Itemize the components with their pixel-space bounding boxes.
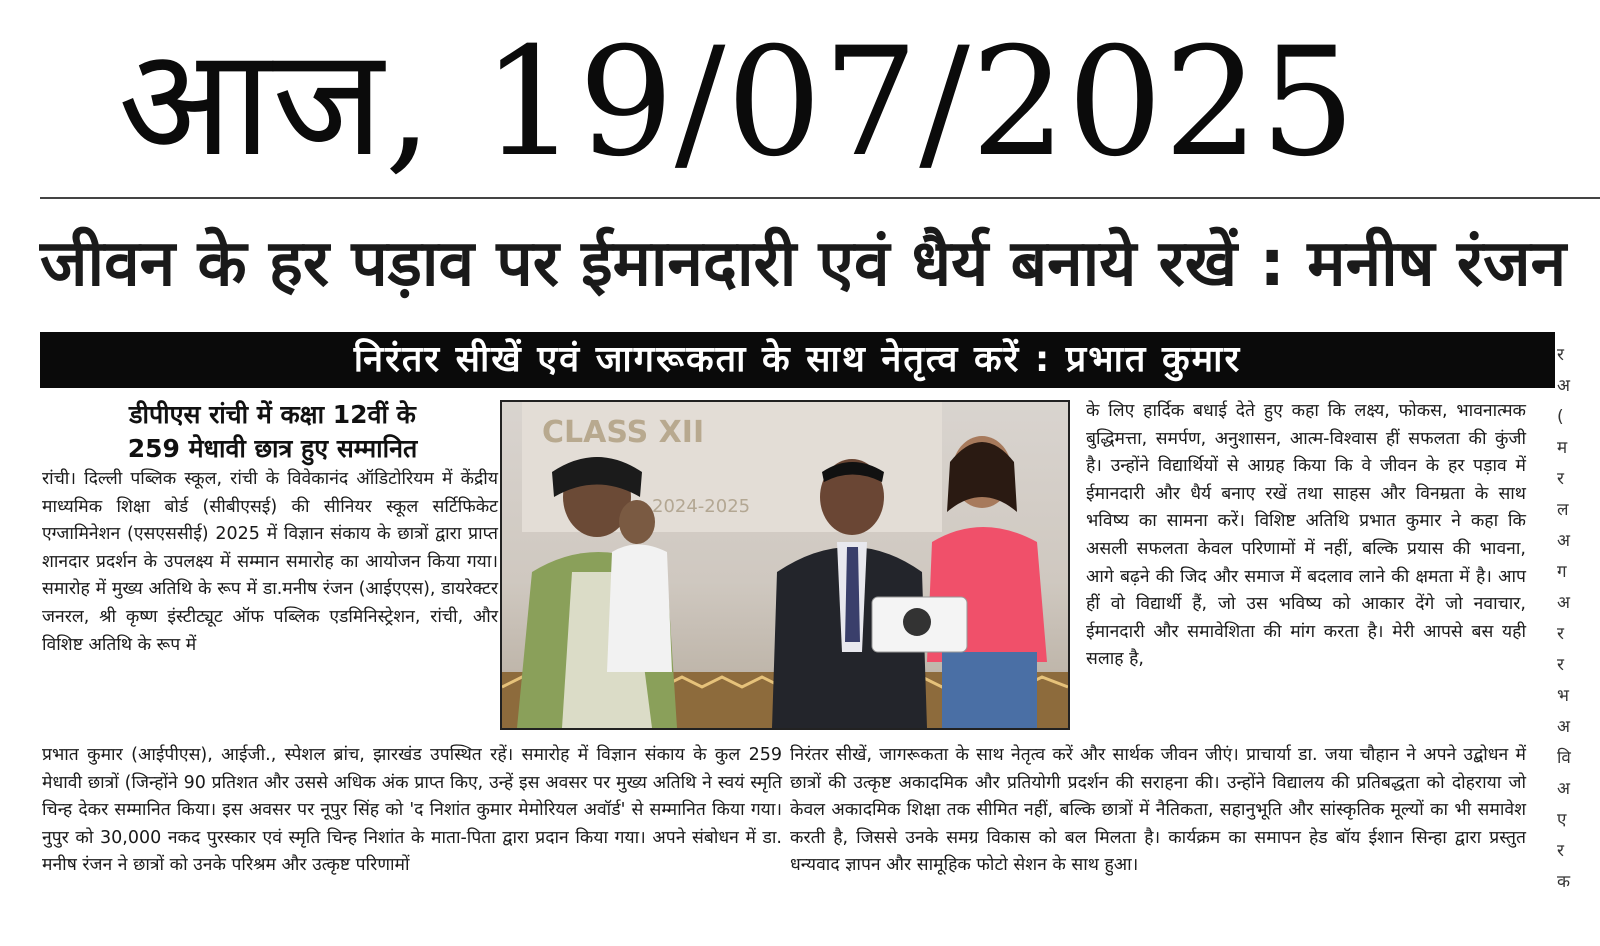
article-heading-line1: डीपीएस रांची में कक्षा 12वीं के	[129, 400, 416, 429]
photo-backdrop-year: 2024-2025	[652, 496, 751, 517]
edge-fragment: ल	[1557, 500, 1569, 520]
event-photo	[500, 400, 1070, 730]
article-paragraph-bottom-right: निरंतर सीखें, जागरूकता के साथ नेतृत्व करें और सार्थक जीवन जीएं। प्राचार्या डा. जया चौहान ने अपने उद्बोधन में छात्रों की उत्कृष्ट अकादमिक और प्रतियोगी प्रदर्शन की सराहना की। उन्होंने विद्यालय की प्रतिबद्धता को दोहराया जो केवल अकादमिक शिक्षा तक सीमित नहीं, बल्कि छात्रों में नैतिकता, सहानुभूति और सांस्कृतिक मूल्यों का भी समावेश करती है, जिससे उनके समग्र विकास को बल मिलता है। कार्यक्रम का समापन हेड बॉय ईशान सिन्हा द्वारा प्रस्तुत धन्यवाद ज्ञापन और सामूहिक फोटो सेशन के साथ हुआ।	[790, 745, 1526, 876]
edge-fragment: भ	[1557, 686, 1569, 706]
edge-fragment: अ	[1557, 593, 1570, 613]
article-heading	[40, 398, 505, 466]
edge-fragment: ए	[1557, 810, 1567, 830]
edge-fragment: अ	[1557, 376, 1570, 396]
article-column-bottom-left	[42, 742, 782, 880]
article-paragraph-bottom-left: प्रभात कुमार (आईपीएस), आईजी., स्पेशल ब्रांच, झारखंड उपस्थित रहें। समारोह में विज्ञान संकाय के कुल 259 मेधावी छात्रों (जिन्होंने 90 प्रतिशत और उससे अधिक अंक प्राप्त किए, उन्हें इस अवसर पर मुख्य अतिथि ने स्वयं स्मृति चिन्ह देकर सम्मानित किया। इस अवसर पर नूपुर सिंह को 'द निशांत कुमार मेमोरियल अवॉर्ड' से सम्मानित किया गया। नुपुर को 30,000 नकद पुरस्कार एवं स्मृति चिन्ह निशांत के माता-पिता द्वारा प्रदान किया गया। अपने संबोधन में डा. मनीष रंजन ने छात्रों को उनके परिश्रम और उत्कृष्ट परिणामों	[42, 745, 782, 876]
page-headline: जीवन के हर पड़ाव पर ईमानदारी एवं धैर्य बनाये रखें : मनीष रंजन	[40, 227, 1567, 301]
article-heading-line2: 259 मेधावी छात्र हुए सम्मानित	[127, 434, 418, 463]
edge-fragment: र	[1557, 841, 1564, 861]
article-paragraph-left: रांची। दिल्ली पब्लिक स्कूल, रांची के विवेकानंद ऑडिटोरियम में केंद्रीय माध्यमिक शिक्षा बोर्ड (सीबीएसई) की सीनियर स्कूल सर्टिफिकेट एग्जामिनेशन (एसएससीई) 2025 में विज्ञान संकाय के छात्रों द्वारा प्राप्त शानदार प्रदर्शन के उपलक्ष्य में सम्मान समारोह का आयोजन किया गया। समारोह में मुख्य अतिथि के रूप में डा.मनीष रंजन (आईएएस), डायरेक्टर जनरल, श्री कृष्ण इंस्टीट्यूट ऑफ पब्लिक एडमिनिस्ट्रेशन, रांची, और विशिष्ट अतिथि के रूप में	[42, 469, 498, 655]
article-column-left	[42, 466, 498, 659]
article-paragraph-right: के लिए हार्दिक बधाई देते हुए कहा कि लक्ष्य, फोकस, भावनात्मक बुद्धिमत्ता, समर्पण, अनुशासन, आत्म-विश्वास हीं सफलता की कुंजी है। उन्होंने विद्यार्थियों से आग्रह किया कि वे जीवन के हर पड़ाव में ईमानदारी और धैर्य बनाए रखें तथा साहस और विनम्रता के साथ भविष्य का सामना करें। विशिष्ट अतिथि प्रभात कुमार ने कहा कि असली सफलता केवल परिणामों में नहीं, बल्कि प्रयास की भावना, आगे बढ़ने की जिद और समाज में बदलाव लाने की क्षमता में है। आप हीं वो विद्यार्थी हैं, जो उस भविष्य को आकार देंगे जो नवाचार, ईमानदारी और समावेशिता की मांग करता है। मेरी आपसे बस यही सलाह है,	[1086, 401, 1526, 670]
edge-fragment: र	[1557, 469, 1564, 489]
article-column-right	[1086, 398, 1526, 674]
photo-backdrop-title: CLASS XII	[542, 415, 705, 450]
edge-fragment: म	[1557, 438, 1568, 458]
masthead-rule	[40, 197, 1600, 199]
edge-fragment: वि	[1557, 748, 1571, 768]
edge-fragment: अ	[1557, 779, 1570, 799]
edge-fragment: क	[1557, 872, 1571, 892]
edge-fragment: अ	[1557, 531, 1570, 551]
edge-fragment: र	[1557, 655, 1564, 675]
adjacent-column-edge	[1553, 340, 1600, 910]
subheadline-bar: निरंतर सीखें एवं जागरूकता के साथ नेतृत्व करें : प्रभात कुमार	[40, 332, 1555, 388]
edge-fragment: र	[1557, 345, 1564, 365]
edge-fragment: (	[1557, 407, 1564, 427]
masthead-date: आज, 19/07/2025	[118, 16, 1357, 190]
article-column-bottom-right	[790, 742, 1526, 880]
edge-fragment: र	[1557, 624, 1564, 644]
edge-fragment: ग	[1557, 562, 1567, 582]
edge-fragment: अ	[1557, 717, 1570, 737]
